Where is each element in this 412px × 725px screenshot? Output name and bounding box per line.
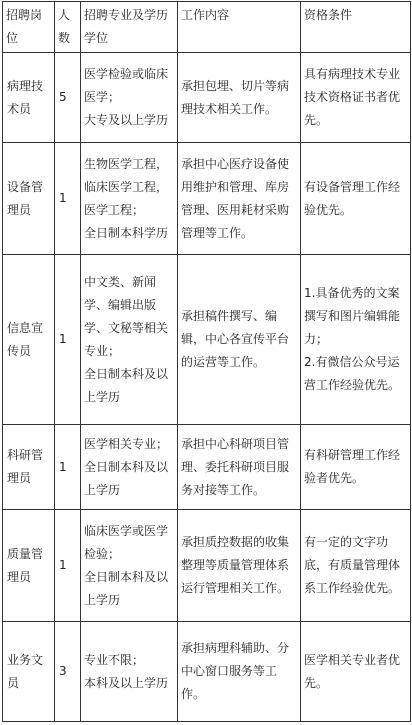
cell-count: 1: [55, 143, 81, 255]
cell-requirement: [301, 143, 411, 255]
cell-duty: [178, 622, 301, 722]
major-line: 医学相关专业；: [84, 436, 169, 451]
cell-count: 5: [55, 53, 81, 143]
requirement-line: 有设备管理工作经验优先。: [304, 179, 401, 217]
cell-major: [81, 255, 178, 425]
requirement-line: 有一定的文字功底，有质量管理体系工作经验优先。: [304, 535, 401, 595]
table-row: [3, 143, 411, 255]
requirement-line: 医学相关专业者优先。: [304, 652, 401, 690]
table-row: [3, 425, 411, 510]
cell-position: 业务文员: [3, 622, 55, 722]
cell-requirement: [301, 510, 411, 622]
major-line: 全日制本科及以上学历: [84, 569, 169, 607]
cell-requirement: [301, 622, 411, 722]
duty-line: 承担质控数据的收集整理等质量管理体系运行管理相关工作。: [181, 535, 290, 595]
header-duty: 工作内容: [178, 2, 301, 53]
header-requirement: 资格条件: [301, 2, 411, 53]
table-row: [3, 622, 411, 722]
cell-major: [81, 425, 178, 510]
major-line: 全日制本科学历: [84, 225, 169, 240]
header-count: 人数: [55, 2, 81, 53]
requirement-line: 2.有微信公众号运营工作经验优先。: [304, 355, 401, 392]
cell-major: [81, 53, 178, 143]
cell-position: 信息宣传员: [3, 255, 55, 425]
header-major: 招聘专业及学历学位: [81, 2, 178, 53]
cell-duty: [178, 510, 301, 622]
major-line: 全日制本科及以上学历: [84, 366, 169, 404]
major-line: 生物医学工程，临床医学工程，医学工程；: [84, 156, 169, 217]
cell-requirement: [301, 53, 411, 143]
duty-line: 承担稿件撰写、编辑，中心各宣传平台的运营等工作。: [181, 309, 290, 369]
requirement-line: 具有病理技术专业技术资格证书者优先。: [304, 67, 401, 127]
requirement-line: 1.具备优秀的文案撰写和图片编辑能力；: [304, 286, 401, 346]
major-line: 全日制本科及以上学历: [84, 459, 169, 497]
cell-count: 3: [55, 622, 81, 722]
cell-requirement: [301, 255, 411, 425]
cell-major: [81, 622, 178, 722]
major-line: 大专及以上学历: [84, 113, 169, 127]
duty-line: 承担病理科辅助、分中心窗口服务等工作。: [181, 641, 290, 701]
cell-position: 病理技术员: [3, 53, 55, 143]
cell-position: 质量管理员: [3, 510, 55, 622]
table-row: [3, 53, 411, 143]
cell-count: 1: [55, 425, 81, 510]
cell-position: 科研管理员: [3, 425, 55, 510]
major-line: 专业不限；: [84, 652, 145, 667]
duty-line: 承担中心科研项目管理、委托科研项目服务对接等工作。: [181, 436, 290, 497]
duty-line: 承担中心医疗设备使用维护和管理、库房管理、医用耗材采购管理等工作。: [181, 156, 290, 240]
cell-requirement: [301, 425, 411, 510]
cell-duty: [178, 53, 301, 143]
table-row: [3, 255, 411, 425]
recruitment-table: [2, 1, 411, 722]
cell-duty: [178, 143, 301, 255]
major-line: 本科及以上学历: [84, 675, 169, 690]
major-line: 医学检验或临床医学；: [84, 67, 169, 104]
cell-major: [81, 143, 178, 255]
table-row: [3, 510, 411, 622]
cell-duty: [178, 255, 301, 425]
cell-major: [81, 510, 178, 622]
cell-count: 1: [55, 510, 81, 622]
header-row: [3, 2, 411, 53]
requirement-line: 有科研管理工作经验者优先。: [304, 448, 401, 485]
cell-duty: [178, 425, 301, 510]
cell-count: 1: [55, 255, 81, 425]
header-position: 招聘岗位: [3, 2, 55, 53]
major-line: 中文类、新闻学、编辑出版学、文秘等相关专业；: [84, 274, 169, 358]
major-line: 临床医学或医学检验；: [84, 523, 169, 561]
duty-line: 承担包埋、切片等病理技术相关工作。: [181, 78, 290, 116]
cell-position: 设备管理员: [3, 143, 55, 255]
